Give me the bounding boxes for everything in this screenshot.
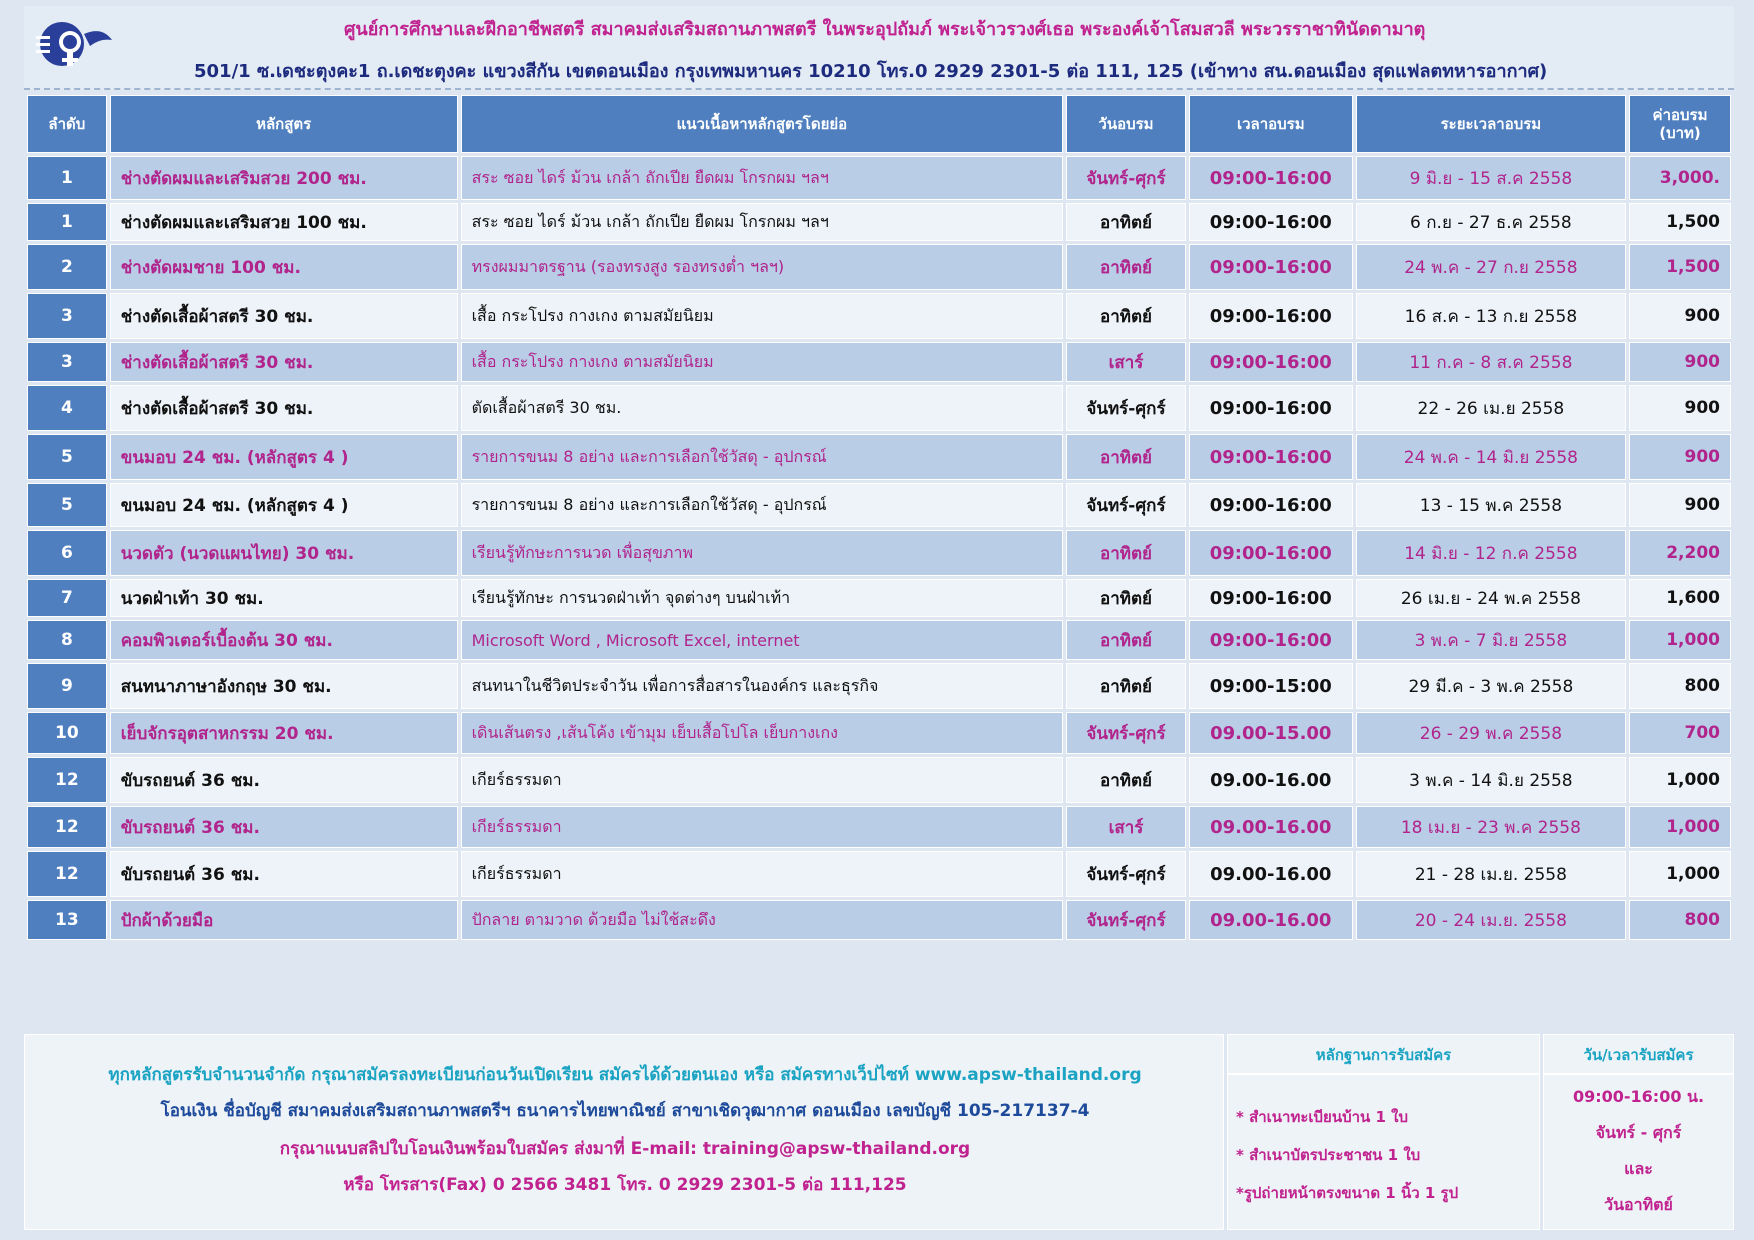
training-day: อาทิตย์ (1066, 757, 1186, 803)
row-index: 13 (27, 900, 107, 940)
table-row (27, 663, 1731, 709)
row-index: 5 (27, 434, 107, 480)
training-fee: 800 (1629, 900, 1731, 940)
table-row (27, 203, 1731, 241)
registration-hours (1543, 1034, 1734, 1230)
training-day: จันทร์-ศุกร์ (1066, 385, 1186, 431)
course-description: เกียร์ธรรมดา (461, 757, 1064, 803)
training-fee: 1,000 (1629, 806, 1731, 848)
address-line: 501/1 ซ.เดชะตุงคะ1 ถ.เดชะตุงคะ แขวงสีกัน เขตดอนเมือง กรุงเทพมหานคร 10210 โทร.0 2929 2301-5 ต่อ 111, 125 (เข้าทาง สน.ดอนเมือง สุดแฟลตทหารอากาศ) (194, 61, 1548, 82)
course-name: ขนมอบ 24 ชม. (หลักสูตร 4 ) (110, 483, 458, 527)
bank-transfer-info: โอนเงิน ชื่อบัญชี สมาคมส่งเสริมสถานภาพสตรีฯ ธนาคารไทยพาณิชย์ สาขาเชิดวุฒากาศ ดอนเมือง เลขบัญชี 105-217137-4 (160, 1101, 1090, 1121)
course-name: ช่างตัดผมและเสริมสวย 100 ชม. (110, 203, 458, 241)
training-period: 6 ก.ย - 27 ธ.ค 2558 (1356, 203, 1626, 241)
course-table-body (27, 156, 1731, 940)
registration-hours-title: วัน/เวลารับสมัคร (1544, 1035, 1733, 1075)
training-time: 09:00-16:00 (1189, 579, 1353, 617)
training-day: จันทร์-ศุกร์ (1066, 851, 1186, 897)
row-index: 3 (27, 342, 107, 382)
training-period: 20 - 24 เม.ย. 2558 (1356, 900, 1626, 940)
training-time: 09.00-16.00 (1189, 757, 1353, 803)
training-period: 22 - 26 เม.ย 2558 (1356, 385, 1626, 431)
training-period: 29 มี.ค - 3 พ.ค 2558 (1356, 663, 1626, 709)
training-fee: 900 (1629, 342, 1731, 382)
training-time: 09.00-16.00 (1189, 806, 1353, 848)
course-name: ขับรถยนต์ 36 ชม. (110, 806, 458, 848)
course-name: คอมพิวเตอร์เบื้องต้น 30 ชม. (110, 620, 458, 660)
training-time: 09:00-16:00 (1189, 620, 1353, 660)
course-description: เสื้อ กระโปรง กางเกง ตามสมัยนิยม (461, 293, 1064, 339)
row-index: 10 (27, 712, 107, 754)
training-time: 09:00-16:00 (1189, 342, 1353, 382)
training-period: 3 พ.ค - 7 มิ.ย 2558 (1356, 620, 1626, 660)
course-description: ทรงผมมาตรฐาน (รองทรงสูง รองทรงต่ำ ฯลฯ) (461, 244, 1064, 290)
course-name: เย็บจักรอุตสาหกรรม 20 ชม. (110, 712, 458, 754)
training-day: อาทิตย์ (1066, 293, 1186, 339)
course-name: ช่างตัดผมและเสริมสวย 200 ชม. (110, 156, 458, 200)
training-day: จันทร์-ศุกร์ (1066, 156, 1186, 200)
course-description: รายการขนม 8 อย่าง และการเลือกใช้วัสดุ - อุปกรณ์ (461, 483, 1064, 527)
row-index: 4 (27, 385, 107, 431)
email-info: กรุณาแนบสลิปใบโอนเงินพร้อมใบสมัคร ส่งมาที่ E-mail: training@apsw-thailand.org (279, 1139, 971, 1159)
training-day: เสาร์ (1066, 342, 1186, 382)
row-index: 8 (27, 620, 107, 660)
training-period: 9 มิ.ย - 15 ส.ค 2558 (1356, 156, 1626, 200)
training-period: 14 มิ.ย - 12 ก.ค 2558 (1356, 530, 1626, 576)
row-index: 7 (27, 579, 107, 617)
course-name: ช่างตัดเสื้อผ้าสตรี 30 ชม. (110, 342, 458, 382)
course-description: ตัดเสื้อผ้าสตรี 30 ชม. (461, 385, 1064, 431)
header-description: แนวเนื้อหาหลักสูตรโดยย่อ (461, 95, 1064, 153)
training-fee: 900 (1629, 434, 1731, 480)
training-time: 09.00-16.00 (1189, 900, 1353, 940)
document-item: * สำเนาบัตรประชาชน 1 ใบ (1236, 1146, 1421, 1164)
row-index: 5 (27, 483, 107, 527)
registration-note: ทุกหลักสูตรรับจำนวนจำกัด กรุณาสมัครลงทะเบียนก่อนวันเปิดเรียน สมัครได้ด้วยตนเอง หรือ สมัครทางเว็ปไซท์ www.apsw-thailand.org (108, 1065, 1142, 1085)
table-row (27, 900, 1731, 940)
registration-sunday: วันอาทิตย์ (1604, 1195, 1673, 1214)
training-time: 09:00-16:00 (1189, 434, 1353, 480)
training-time: 09:00-16:00 (1189, 244, 1353, 290)
table-header-row (27, 95, 1731, 153)
row-index: 3 (27, 293, 107, 339)
row-index: 6 (27, 530, 107, 576)
registration-time: 09:00-16:00 น. (1572, 1087, 1705, 1106)
header-day: วันอบรม (1066, 95, 1186, 153)
training-period: 21 - 28 เม.ย. 2558 (1356, 851, 1626, 897)
row-index: 1 (27, 156, 107, 200)
registration-info (24, 1034, 1224, 1230)
course-name: ขับรถยนต์ 36 ชม. (110, 851, 458, 897)
header-price (1629, 95, 1731, 153)
training-time: 09:00-16:00 (1189, 156, 1353, 200)
training-period: 18 เม.ย - 23 พ.ค 2558 (1356, 806, 1626, 848)
row-index: 1 (27, 203, 107, 241)
row-index: 12 (27, 806, 107, 848)
document-item: *รูปถ่ายหน้าตรงขนาด 1 นิ้ว 1 รูป (1236, 1184, 1459, 1202)
row-index: 9 (27, 663, 107, 709)
course-name: ช่างตัดเสื้อผ้าสตรี 30 ชม. (110, 385, 458, 431)
course-description: เดินเส้นตรง ,เส้นโค้ง เข้ามุม เย็บเสื้อโปโล เย็บกางเกง (461, 712, 1064, 754)
header (24, 6, 1734, 90)
row-index: 12 (27, 851, 107, 897)
course-name: ขับรถยนต์ 36 ชม. (110, 757, 458, 803)
header-index: ลำดับ (27, 95, 107, 153)
table-row (27, 851, 1731, 897)
training-fee: 1,500 (1629, 244, 1731, 290)
training-fee: 1,000 (1629, 620, 1731, 660)
training-day: จันทร์-ศุกร์ (1066, 712, 1186, 754)
training-day: เสาร์ (1066, 806, 1186, 848)
table-row (27, 244, 1731, 290)
training-period: 11 ก.ค - 8 ส.ค 2558 (1356, 342, 1626, 382)
training-fee: 3,000. (1629, 156, 1731, 200)
course-description: เรียนรู้ทักษะการนวด เพื่อสุขภาพ (461, 530, 1064, 576)
training-fee: 1,000 (1629, 851, 1731, 897)
training-period: 3 พ.ค - 14 มิ.ย 2558 (1356, 757, 1626, 803)
training-fee: 1,600 (1629, 579, 1731, 617)
table-row (27, 385, 1731, 431)
course-description: เกียร์ธรรมดา (461, 806, 1064, 848)
course-description: เกียร์ธรรมดา (461, 851, 1064, 897)
course-name: นวดฝ่าเท้า 30 ชม. (110, 579, 458, 617)
training-fee: 800 (1629, 663, 1731, 709)
training-day: จันทร์-ศุกร์ (1066, 900, 1186, 940)
training-day: อาทิตย์ (1066, 530, 1186, 576)
course-description: เสื้อ กระโปรง กางเกง ตามสมัยนิยม (461, 342, 1064, 382)
training-day: อาทิตย์ (1066, 434, 1186, 480)
table-row (27, 156, 1731, 200)
training-time: 09:00-15:00 (1189, 663, 1353, 709)
table-row (27, 483, 1731, 527)
training-time: 09.00-16.00 (1189, 851, 1353, 897)
registration-days: จันทร์ - ศุกร์ (1595, 1123, 1682, 1142)
footer (24, 1034, 1734, 1230)
table-row (27, 806, 1731, 848)
table-row (27, 293, 1731, 339)
course-table (24, 92, 1734, 943)
header-course: หลักสูตร (110, 95, 458, 153)
training-fee: 900 (1629, 385, 1731, 431)
table-row (27, 579, 1731, 617)
training-day: อาทิตย์ (1066, 579, 1186, 617)
course-description: รายการขนม 8 อย่าง และการเลือกใช้วัสดุ - อุปกรณ์ (461, 434, 1064, 480)
training-day: อาทิตย์ (1066, 663, 1186, 709)
table-row (27, 434, 1731, 480)
course-description: เรียนรู้ทักษะ การนวดฝ่าเท้า จุดต่างๆ บนฝ่าเท้า (461, 579, 1064, 617)
header-time: เวลาอบรม (1189, 95, 1353, 153)
required-documents-title: หลักฐานการรับสมัคร (1228, 1035, 1539, 1075)
course-name: ช่างตัดผมชาย 100 ชม. (110, 244, 458, 290)
training-period: 26 - 29 พ.ค 2558 (1356, 712, 1626, 754)
training-fee: 900 (1629, 483, 1731, 527)
course-name: ขนมอบ 24 ชม. (หลักสูตร 4 ) (110, 434, 458, 480)
document-item: * สำเนาทะเบียนบ้าน 1 ใบ (1236, 1108, 1409, 1126)
training-fee: 1,000 (1629, 757, 1731, 803)
training-period: 24 พ.ค - 27 ก.ย 2558 (1356, 244, 1626, 290)
course-name: สนทนาภาษาอังกฤษ 30 ชม. (110, 663, 458, 709)
course-description: สระ ซอย ไดร์ ม้วน เกล้า ถักเปีย ยืดผม โกรกผม ฯลฯ (461, 156, 1064, 200)
training-period: 16 ส.ค - 13 ก.ย 2558 (1356, 293, 1626, 339)
course-name: ปักผ้าด้วยมือ (110, 900, 458, 940)
training-period: 26 เม.ย - 24 พ.ค 2558 (1356, 579, 1626, 617)
table-row (27, 712, 1731, 754)
header-price-unit: (บาท) (1659, 124, 1701, 142)
registration-and: และ (1624, 1159, 1653, 1178)
training-day: อาทิตย์ (1066, 244, 1186, 290)
row-index: 12 (27, 757, 107, 803)
course-description: สระ ซอย ไดร์ ม้วน เกล้า ถักเปีย ยืดผม โกรกผม ฯลฯ (461, 203, 1064, 241)
header-period: ระยะเวลาอบรม (1356, 95, 1626, 153)
table-row (27, 342, 1731, 382)
training-time: 09:00-16:00 (1189, 530, 1353, 576)
training-day: อาทิตย์ (1066, 620, 1186, 660)
course-description: ปักลาย ตามวาด ด้วยมือ ไม่ใช้สะดึง (461, 900, 1064, 940)
table-row (27, 620, 1731, 660)
training-fee: 1,500 (1629, 203, 1731, 241)
training-day: อาทิตย์ (1066, 203, 1186, 241)
training-fee: 900 (1629, 293, 1731, 339)
course-description: Microsoft Word , Microsoft Excel, internet (461, 620, 1064, 660)
association-logo (32, 16, 116, 76)
header-price-label: ค่าอบรม (1652, 106, 1708, 124)
training-fee: 2,200 (1629, 530, 1731, 576)
required-documents (1227, 1034, 1540, 1230)
training-time: 09.00-15.00 (1189, 712, 1353, 754)
training-period: 13 - 15 พ.ค 2558 (1356, 483, 1626, 527)
course-name: นวดตัว (นวดแผนไทย) 30 ชม. (110, 530, 458, 576)
training-time: 09:00-16:00 (1189, 293, 1353, 339)
training-fee: 700 (1629, 712, 1731, 754)
course-description: สนทนาในชีวิตประจำวัน เพื่อการสื่อสารในองค์กร และธุรกิจ (461, 663, 1064, 709)
phone-fax-info: หรือ โทรสาร(Fax) 0 2566 3481 โทร. 0 2929 2301-5 ต่อ 111,125 (343, 1175, 907, 1195)
training-period: 24 พ.ค - 14 มิ.ย 2558 (1356, 434, 1626, 480)
table-row (27, 757, 1731, 803)
training-time: 09:00-16:00 (1189, 203, 1353, 241)
training-time: 09:00-16:00 (1189, 385, 1353, 431)
training-time: 09:00-16:00 (1189, 483, 1353, 527)
table-row (27, 530, 1731, 576)
organization-title: ศูนย์การศึกษาและฝึกอาชีพสตรี สมาคมส่งเสริมสถานภาพสตรี ในพระอุปถัมภ์ พระเจ้าวรวงศ์เธอ พระองค์เจ้าโสมสวลี พระวรราชาทินัดดามาตุ (344, 19, 1426, 40)
row-index: 2 (27, 244, 107, 290)
course-name: ช่างตัดเสื้อผ้าสตรี 30 ชม. (110, 293, 458, 339)
training-day: จันทร์-ศุกร์ (1066, 483, 1186, 527)
